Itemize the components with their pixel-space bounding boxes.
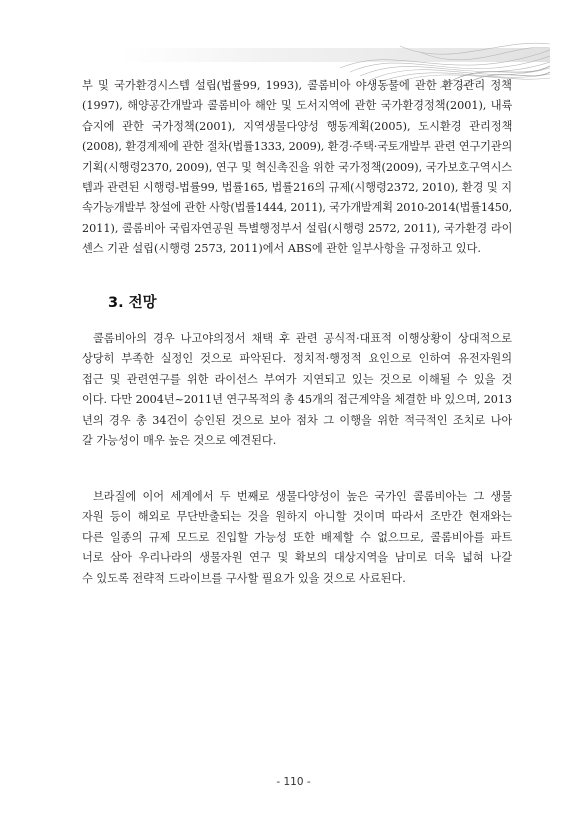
text-line: 수 있도록 전략적 드라이브를 구사할 필요가 있을 것으로 사료된다. (82, 571, 406, 585)
text-line: 접근 및 관련연구를 위한 라이선스 부여가 지연되고 있는 것으로 이해될 수 있을 것 (82, 372, 512, 386)
page-number: - 110 - (276, 776, 311, 788)
text-line: 다른 일종의 규제 모드로 진입할 가능성 또한 배제할 수 없으므로, 콜롬비아를 파트 (82, 530, 512, 544)
text-line: 속가능개발부 창설에 관한 사항(법률1444, 2011), 국가개발계획 2010-2014(법률1450, (82, 201, 512, 215)
text-line: 기획(시행령2370, 2009), 연구 및 혁신촉진을 위한 국가정책(2009), 국가보호구역시스 (82, 160, 512, 174)
text-line: 상당히 부족한 실정인 것으로 파악된다. 정치적·행정적 요인으로 인하여 유전자원의 (82, 352, 512, 366)
section-heading: 3. 전망 (108, 295, 157, 311)
text-line: 너로 삼아 우리나라의 생물자원 연구 및 확보의 대상지역을 남미로 더욱 넓혀 나갈 (82, 551, 512, 565)
text-line: 년의 경우 총 34건이 승인된 것으로 보아 점차 그 이행을 위한 적극적인 조치로 나아 (82, 413, 512, 427)
paragraph-2 (82, 329, 512, 451)
text-line: (2008), 환경계제에 관한 절차(법률1333, 2009), 환경·주택·국토개발부 관련 연구기관의 (82, 140, 512, 154)
text-line: 콜롬비아의 경우 나고야의정서 채택 후 관련 공식적·대표적 이행상황이 상대적으로 (93, 332, 512, 345)
text-line: 부 및 국가환경시스템 설립(법률99, 1993), 콜롬비아 야생동물에 관한 환경관리 정책 (82, 79, 512, 92)
paragraph-3 (82, 487, 512, 589)
text-line: 갈 가능성이 매우 높은 것으로 예견된다. (82, 434, 277, 448)
text-line: 센스 기관 설립(시행령 2573, 2011)에서 ABS에 관한 일부사항을 규정하고 있다. (82, 242, 481, 256)
text-line: 습지에 관한 국가정책(2001), 지역생물다양성 행동계획(2005), 도시환경 관리정책 (82, 119, 512, 133)
text-line: 브라질에 이어 세계에서 두 번째로 생물다양성이 높은 국가인 콜롬비아는 그 생물 (93, 490, 512, 503)
text-line: 이다. 다만 2004년~2011년 연구목적의 총 45개의 접근계약을 체결한 바 있으며, 2013 (82, 393, 512, 407)
text-line: 템과 관련된 시행령-법률99, 법률165, 법률216의 규제(시행령2372, 2010), 환경 및 지 (82, 181, 512, 195)
text-line: 2011), 콜롬비아 국립자연공원 특별행정부서 설립(시행령 2572, 2011), 국가환경 라이 (82, 221, 512, 235)
paragraph-1 (82, 76, 512, 260)
text-line: 자원 등이 해외로 무단반출되는 것을 원하지 아니할 것이며 따라서 조만간 현재와는 (82, 510, 512, 524)
text-line: (1997), 해양공간개발과 콜롬비아 해안 및 도서지역에 관한 국가환경정책(2001), 내륙 (82, 99, 512, 113)
